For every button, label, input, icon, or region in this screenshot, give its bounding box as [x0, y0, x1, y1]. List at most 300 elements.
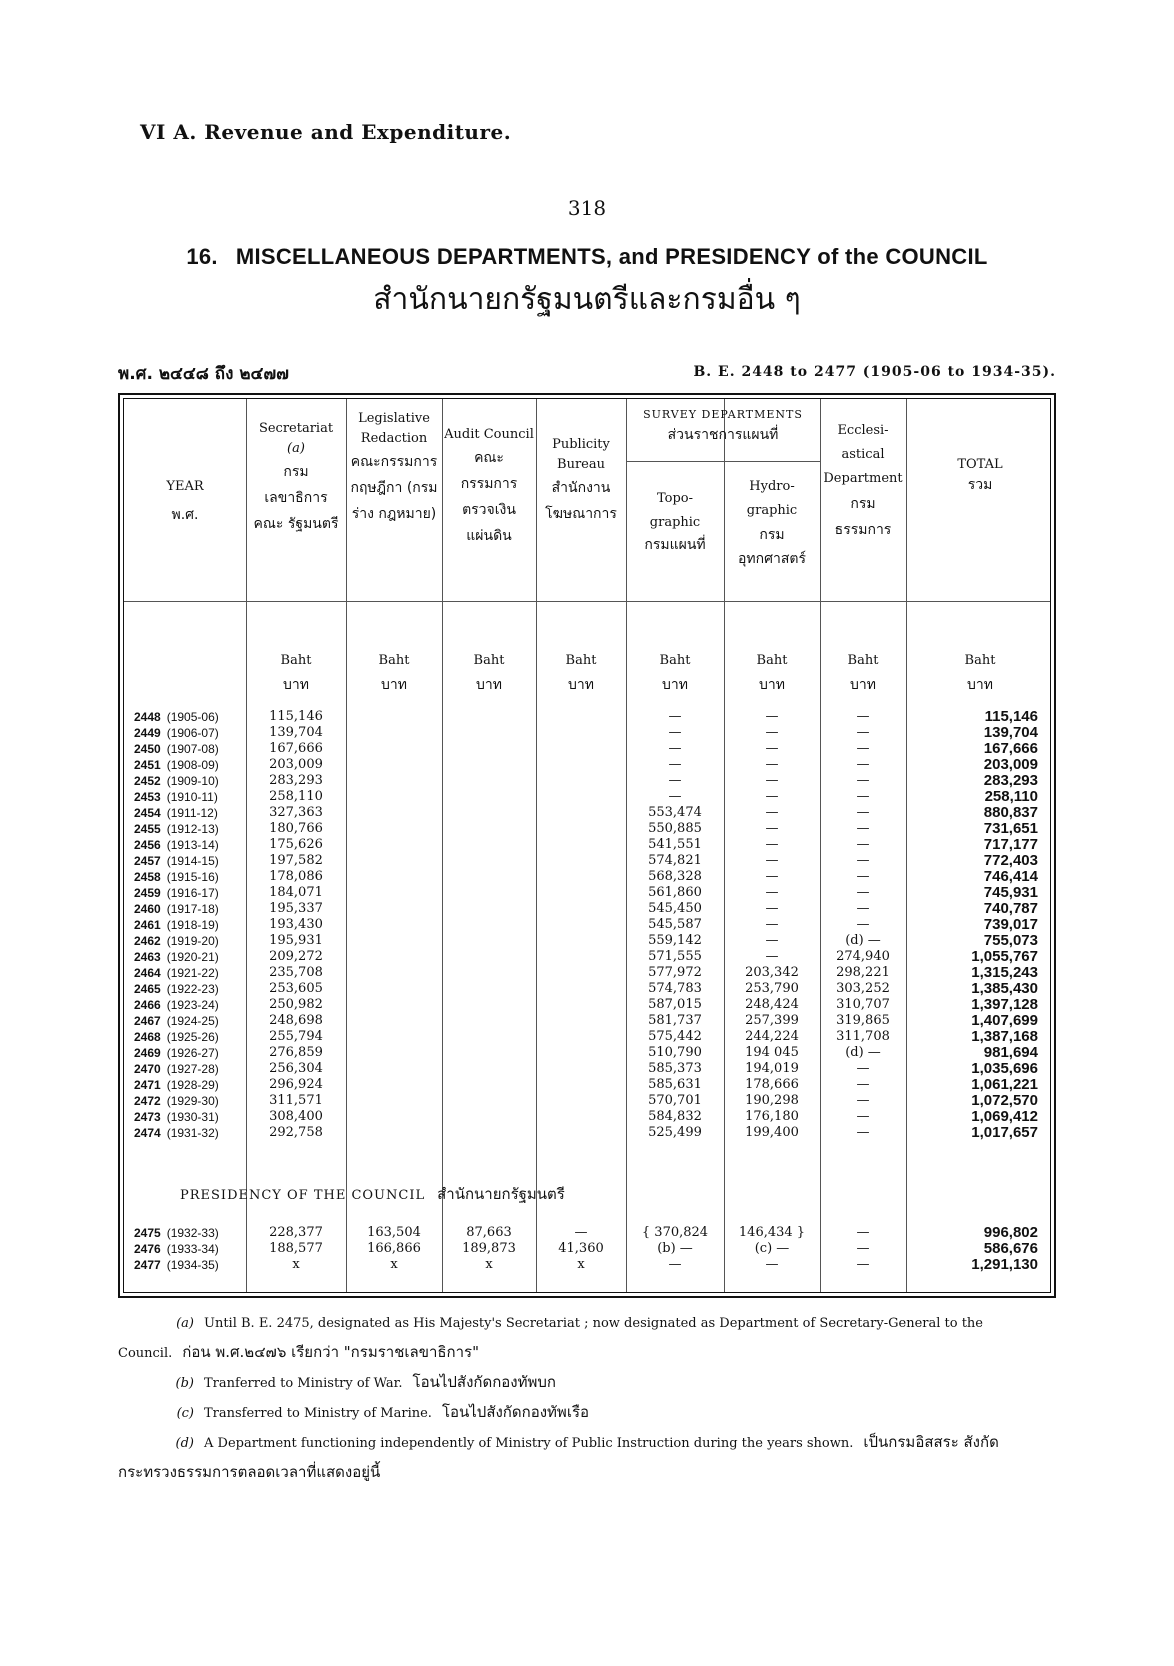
be-year: 2462: [134, 934, 161, 948]
be-year: 2456: [134, 838, 161, 852]
ad-year: (1922-23): [166, 982, 219, 996]
table-number: 16.: [186, 244, 218, 269]
be-year: 2477: [134, 1258, 161, 1272]
sec-cell: 115,146: [269, 709, 323, 724]
data-table: [118, 393, 1056, 1298]
sec-cell: 283,293: [269, 773, 323, 788]
footnote-label: (c): [176, 1406, 194, 1421]
topo-cell: 553,474: [648, 805, 702, 820]
hydro-cell: —: [765, 773, 779, 788]
topo-cell: 577,972: [648, 965, 702, 980]
eccl-cell: 319,865: [836, 1013, 890, 1028]
table-row: [120, 805, 1054, 821]
ad-year: (1912-13): [166, 822, 219, 836]
hydro-cell: —: [765, 901, 779, 916]
eccl-cell: —: [856, 789, 870, 804]
hydro-cell: —: [765, 805, 779, 820]
hydro-cell: 178,666: [745, 1077, 799, 1092]
eccl-cell: (d) —: [845, 933, 881, 948]
header-survey: SURVEY DEPARTMENTS ส่วนราชการแผนที่: [643, 408, 803, 443]
table-row: [120, 1013, 1054, 1029]
topo-cell: 510,790: [648, 1045, 702, 1060]
total-cell: 1,387,168: [971, 1028, 1038, 1045]
topo-cell: —: [668, 789, 682, 804]
eccl-cell: 310,707: [836, 997, 890, 1012]
hydro-cell: (c) —: [754, 1241, 790, 1256]
be-year: 2466: [134, 998, 161, 1012]
eccl-cell: —: [856, 741, 870, 756]
table-row: [120, 1029, 1054, 1045]
be-year: 2465: [134, 982, 161, 996]
footnote-thai: โอนไปสังกัดกองทัพบก: [412, 1373, 557, 1391]
hydro-cell: —: [765, 869, 779, 884]
ad-year: (1924-25): [166, 1014, 219, 1028]
ad-year: (1932-33): [166, 1226, 219, 1240]
total-cell: 880,837: [983, 804, 1038, 821]
sec-cell: 178,086: [269, 869, 323, 884]
hydro-cell: —: [765, 949, 779, 964]
leg-cell: 166,866: [367, 1241, 421, 1256]
eccl-cell: —: [856, 917, 870, 932]
topo-cell: 550,885: [648, 821, 702, 836]
footnote-english: Transferred to Ministry of Marine.: [204, 1406, 432, 1421]
ad-year: (1908-09): [166, 758, 219, 772]
footnote-label: (a): [176, 1316, 194, 1331]
total-cell: 740,787: [983, 900, 1038, 917]
be-year: 2448: [134, 710, 161, 724]
table-row: [120, 901, 1054, 917]
unit-label: Baht บาท: [659, 653, 691, 693]
hydro-cell: —: [765, 837, 779, 852]
be-year: 2459: [134, 886, 161, 900]
eccl-cell: 311,708: [836, 1029, 890, 1044]
be-year: 2476: [134, 1242, 161, 1256]
eccl-cell: —: [856, 1061, 870, 1076]
table-row: [120, 1225, 1054, 1241]
topo-cell: 570,701: [648, 1093, 702, 1108]
be-year: 2475: [134, 1226, 161, 1240]
be-year: 2457: [134, 854, 161, 868]
header-topographic: Topo- graphic กรมแผนที่: [644, 491, 706, 553]
hydro-cell: 146,434 }: [738, 1225, 806, 1240]
total-cell: 746,414: [983, 868, 1038, 885]
footnote-thai: เป็นกรมอิสสระ สังกัดกระทรวงธรรมการตลอดเวลาที่แสดงอยู่นี้: [118, 1433, 999, 1481]
year-cell: [134, 853, 254, 869]
eccl-cell: —: [856, 709, 870, 724]
year-cell: [134, 757, 254, 773]
audit-cell: 189,873: [462, 1241, 516, 1256]
total-cell: 258,110: [984, 788, 1038, 805]
be-year: 2452: [134, 774, 161, 788]
year-cell: [134, 805, 254, 821]
year-cell: [134, 949, 254, 965]
total-cell: 981,694: [983, 1044, 1038, 1061]
total-cell: 1,055,767: [971, 948, 1038, 965]
year-cell: [134, 1045, 254, 1061]
be-year: 2468: [134, 1030, 161, 1044]
be-year: 2451: [134, 758, 161, 772]
footnotes: [118, 1310, 1056, 1488]
topo-cell: —: [668, 1257, 682, 1272]
hydro-cell: 194 045: [745, 1045, 799, 1060]
year-cell: [134, 1061, 254, 1077]
year-cell: [134, 821, 254, 837]
eccl-cell: —: [856, 1241, 870, 1256]
topo-cell: 571,555: [648, 949, 702, 964]
hydro-cell: 257,399: [745, 1013, 799, 1028]
sec-cell: 296,924: [269, 1077, 323, 1092]
year-cell: [134, 885, 254, 901]
unit-label: Baht บาท: [756, 653, 788, 693]
hydro-cell: 190,298: [745, 1093, 799, 1108]
be-year: 2460: [134, 902, 161, 916]
header-total: TOTAL รวม: [957, 457, 1003, 493]
be-year: 2454: [134, 806, 161, 820]
survey-divider: [626, 461, 820, 462]
topo-cell: 585,373: [648, 1061, 702, 1076]
sec-cell: 209,272: [269, 949, 323, 964]
pub-cell: —: [574, 1225, 588, 1240]
eccl-cell: —: [856, 773, 870, 788]
footnote: [118, 1398, 1056, 1428]
topo-cell: 574,783: [648, 981, 702, 996]
topo-cell: —: [668, 757, 682, 772]
hydro-cell: —: [765, 741, 779, 756]
table-row: [120, 725, 1054, 741]
sec-cell: 248,698: [269, 1013, 323, 1028]
total-cell: 772,403: [983, 852, 1038, 869]
leg-cell: x: [390, 1257, 398, 1272]
ad-year: (1910-11): [166, 790, 218, 804]
sec-cell: 253,605: [269, 981, 323, 996]
table-row: [120, 869, 1054, 885]
be-year: 2473: [134, 1110, 161, 1124]
ad-year: (1928-29): [166, 1078, 219, 1092]
ad-year: (1909-10): [166, 774, 219, 788]
table-row: [120, 885, 1054, 901]
footnote: [118, 1428, 1056, 1488]
eccl-cell: —: [856, 821, 870, 836]
eccl-cell: 303,252: [836, 981, 890, 996]
table-row: [120, 853, 1054, 869]
total-cell: 1,385,430: [971, 980, 1038, 997]
eccl-cell: —: [856, 1093, 870, 1108]
be-year: 2472: [134, 1094, 161, 1108]
total-cell: 1,017,657: [971, 1124, 1038, 1141]
table-row: [120, 965, 1054, 981]
topo-cell: 584,832: [648, 1109, 702, 1124]
topo-cell: 568,328: [648, 869, 702, 884]
hydro-cell: 176,180: [745, 1109, 799, 1124]
hydro-cell: —: [765, 853, 779, 868]
sec-cell: 195,337: [269, 901, 323, 916]
header-year: YEAR พ.ศ.: [166, 479, 204, 523]
topo-cell: 587,015: [648, 997, 702, 1012]
total-cell: 739,017: [983, 916, 1038, 933]
eccl-cell: —: [856, 1077, 870, 1092]
table-row: [120, 773, 1054, 789]
table-row: [120, 1109, 1054, 1125]
ad-year: (1930-31): [166, 1110, 219, 1124]
header-secretariat: Secretariat (a) กรม เลขาธิการคณะ รัฐมนตรี: [253, 421, 339, 532]
ad-year: (1914-15): [166, 854, 219, 868]
eccl-cell: —: [856, 901, 870, 916]
be-year: 2470: [134, 1062, 161, 1076]
unit-label: Baht บาท: [847, 653, 879, 693]
be-year: 2461: [134, 918, 161, 932]
be-year: 2449: [134, 726, 161, 740]
total-cell: 717,177: [983, 836, 1038, 853]
pub-cell: 41,360: [558, 1241, 604, 1256]
ad-year: (1917-18): [166, 902, 219, 916]
hydro-cell: —: [765, 885, 779, 900]
year-cell: [134, 741, 254, 757]
eccl-cell: —: [856, 869, 870, 884]
header-publicity: Publicity Bureau สำนักงาน โฆษณาการ: [545, 437, 617, 522]
period-english: B. E. 2448 to 2477 (1905-06 to 1934-35).: [693, 364, 1056, 380]
hydro-cell: —: [765, 933, 779, 948]
eccl-cell: —: [856, 1109, 870, 1124]
topo-cell: 574,821: [648, 853, 702, 868]
hydro-cell: —: [765, 725, 779, 740]
sec-cell: 195,931: [269, 933, 323, 948]
title-english: MISCELLANEOUS DEPARTMENTS, and PRESIDENCY of the COUNCIL: [235, 244, 988, 269]
topo-cell: —: [668, 773, 682, 788]
ad-year: (1906-07): [166, 726, 219, 740]
footnote-english: A Department functioning independently of Ministry of Public Instruction during the years shown.: [204, 1436, 854, 1451]
eccl-cell: —: [856, 1225, 870, 1240]
page-title: [0, 244, 1174, 270]
sec-cell: 228,377: [269, 1225, 323, 1240]
pub-cell: x: [577, 1257, 585, 1272]
sec-cell: x: [292, 1257, 300, 1272]
ad-year: (1934-35): [166, 1258, 219, 1272]
year-cell: [134, 933, 254, 949]
hydro-cell: —: [765, 789, 779, 804]
table-row: [120, 1125, 1054, 1141]
year-cell: [134, 789, 254, 805]
total-cell: 139,704: [983, 724, 1038, 741]
year-cell: [134, 1013, 254, 1029]
year-cell: [134, 917, 254, 933]
eccl-cell: (d) —: [845, 1045, 881, 1060]
eccl-cell: —: [856, 853, 870, 868]
year-cell: [134, 709, 254, 725]
be-year: 2474: [134, 1126, 161, 1140]
presidency-subheading: PRESIDENCY OF THE COUNCIL สำนักนายกรัฐมนตรี: [180, 1185, 565, 1203]
hydro-cell: 199,400: [745, 1125, 799, 1140]
unit-label: Baht บาท: [378, 653, 410, 693]
hydro-cell: 253,790: [745, 981, 799, 996]
hydro-cell: —: [765, 917, 779, 932]
year-cell: [134, 725, 254, 741]
header-divider: [124, 601, 1050, 602]
sec-cell: 184,071: [269, 885, 323, 900]
topo-cell: (b) —: [657, 1241, 693, 1256]
year-cell: [134, 837, 254, 853]
eccl-cell: —: [856, 805, 870, 820]
topo-cell: 585,631: [648, 1077, 702, 1092]
hydro-cell: 203,342: [745, 965, 799, 980]
sec-cell: 235,708: [269, 965, 323, 980]
table-row: [120, 981, 1054, 997]
sec-cell: 256,304: [269, 1061, 323, 1076]
sec-cell: 311,571: [269, 1093, 323, 1108]
sec-cell: 327,363: [269, 805, 323, 820]
footnote: [118, 1310, 1056, 1368]
header-legislative: Legislative Redaction คณะกรรมการ กฤษฎีกา (กรมร่าง กฎหมาย): [350, 411, 438, 522]
sec-cell: 258,110: [269, 789, 323, 804]
eccl-cell: —: [856, 1125, 870, 1140]
header-hydrographic: Hydro- graphic กรม อุทกศาสตร์: [737, 479, 807, 567]
footnote-english: Until B. E. 2475, designated as His Majesty's Secretariat ; now designated as Department of Secretary-General to the Council.: [118, 1316, 983, 1361]
total-cell: 283,293: [983, 772, 1038, 789]
total-cell: 1,069,412: [971, 1108, 1038, 1125]
table-row: [120, 997, 1054, 1013]
sec-cell: 167,666: [269, 741, 323, 756]
table-row: [120, 917, 1054, 933]
sec-cell: 308,400: [269, 1109, 323, 1124]
topo-cell: —: [668, 709, 682, 724]
ad-year: (1927-28): [166, 1062, 219, 1076]
ad-year: (1907-08): [166, 742, 219, 756]
footnote-thai: ก่อน พ.ศ.๒๔๗๖ เรียกว่า "กรมราชเลขาธิการ": [182, 1343, 479, 1361]
topo-cell: —: [668, 741, 682, 756]
hydro-cell: —: [765, 757, 779, 772]
ad-year: (1913-14): [166, 838, 219, 852]
ad-year: (1919-20): [166, 934, 219, 948]
sec-cell: 188,577: [269, 1241, 323, 1256]
table-body: [120, 709, 1054, 1141]
unit-label: Baht บาท: [280, 653, 312, 693]
hydro-cell: —: [765, 821, 779, 836]
presidency-table-body: [120, 1225, 1054, 1273]
be-year: 2455: [134, 822, 161, 836]
total-cell: 115,146: [984, 708, 1038, 725]
topo-cell: 581,737: [648, 1013, 702, 1028]
topo-cell: 575,442: [648, 1029, 702, 1044]
table-row: [120, 757, 1054, 773]
table-row: [120, 821, 1054, 837]
sec-cell: 193,430: [269, 917, 323, 932]
be-year: 2467: [134, 1014, 161, 1028]
year-cell: [134, 1077, 254, 1093]
sec-cell: 255,794: [269, 1029, 323, 1044]
eccl-cell: 298,221: [836, 965, 890, 980]
sec-cell: 203,009: [269, 757, 323, 772]
total-cell: 996,802: [983, 1224, 1038, 1241]
topo-cell: 545,450: [648, 901, 702, 916]
header-audit: Audit Council คณะกรรมการ ตรวจเงิน แผ่นดิน: [444, 427, 534, 544]
ad-year: (1931-32): [166, 1126, 219, 1140]
ad-year: (1915-16): [166, 870, 219, 884]
sec-cell: 180,766: [269, 821, 323, 836]
audit-cell: 87,663: [466, 1225, 512, 1240]
sec-cell: 292,758: [269, 1125, 323, 1140]
table-row: [120, 709, 1054, 725]
be-year: 2450: [134, 742, 161, 756]
table-row: [120, 837, 1054, 853]
period-thai: พ.ศ. ๒๔๔๘ ถึง ๒๔๗๗: [118, 364, 289, 384]
ad-year: (1905-06): [166, 710, 219, 724]
sec-cell: 276,859: [269, 1045, 323, 1060]
hydro-cell: 248,424: [745, 997, 799, 1012]
section-heading: VI A. Revenue and Expenditure.: [140, 120, 512, 144]
leg-cell: 163,504: [367, 1225, 421, 1240]
eccl-cell: 274,940: [836, 949, 890, 964]
year-cell: [134, 901, 254, 917]
ad-year: (1929-30): [166, 1094, 219, 1108]
ad-year: (1918-19): [166, 918, 219, 932]
be-year: 2453: [134, 790, 161, 804]
ad-year: (1933-34): [166, 1242, 219, 1256]
total-cell: 731,651: [983, 820, 1038, 837]
ad-year: (1911-12): [166, 806, 218, 820]
table-row: [120, 789, 1054, 805]
hydro-cell: 244,224: [745, 1029, 799, 1044]
total-cell: 1,291,130: [971, 1256, 1038, 1273]
table-row: [120, 1257, 1054, 1273]
eccl-cell: —: [856, 725, 870, 740]
year-cell: [134, 869, 254, 885]
footnote-label: (d): [175, 1436, 194, 1451]
topo-cell: 525,499: [648, 1125, 702, 1140]
sec-cell: 250,982: [269, 997, 323, 1012]
ad-year: (1916-17): [166, 886, 219, 900]
year-cell: [134, 965, 254, 981]
table-row: [120, 933, 1054, 949]
table-row: [120, 1061, 1054, 1077]
title-thai: สำนักนายกรัฐมนตรีและกรมอื่น ๆ: [373, 282, 801, 317]
topo-cell: 545,587: [648, 917, 702, 932]
total-cell: 1,061,221: [971, 1076, 1038, 1093]
total-cell: 1,407,699: [971, 1012, 1038, 1029]
total-cell: 167,666: [983, 740, 1038, 757]
be-year: 2464: [134, 966, 161, 980]
ad-year: (1925-26): [166, 1030, 219, 1044]
footnote: [118, 1368, 1056, 1398]
be-year: 2469: [134, 1046, 161, 1060]
total-cell: 1,072,570: [971, 1092, 1038, 1109]
footnote-english: Tranferred to Ministry of War.: [204, 1376, 403, 1391]
sec-cell: 175,626: [269, 837, 323, 852]
eccl-cell: —: [856, 1257, 870, 1272]
year-cell: [134, 981, 254, 997]
be-year: 2463: [134, 950, 161, 964]
table-row: [120, 1241, 1054, 1257]
table-row: [120, 1077, 1054, 1093]
year-cell: [134, 1125, 254, 1141]
total-cell: 745,931: [983, 884, 1038, 901]
audit-cell: x: [485, 1257, 493, 1272]
total-cell: 203,009: [983, 756, 1038, 773]
hydro-cell: —: [765, 1257, 779, 1272]
table-row: [120, 949, 1054, 965]
hydro-cell: 194,019: [745, 1061, 799, 1076]
page-number: 318: [567, 196, 607, 220]
unit-label: Baht บาท: [565, 653, 597, 693]
footnote-label: (b): [175, 1376, 194, 1391]
topo-cell: 541,551: [648, 837, 702, 852]
total-cell: 755,073: [983, 932, 1038, 949]
footnote-thai: โอนไปสังกัดกองทัพเรือ: [441, 1403, 590, 1421]
be-year: 2458: [134, 870, 161, 884]
sec-cell: 197,582: [269, 853, 323, 868]
sec-cell: 139,704: [269, 725, 323, 740]
year-cell: [134, 1029, 254, 1045]
unit-label: Baht บาท: [473, 653, 505, 693]
year-cell: [134, 773, 254, 789]
